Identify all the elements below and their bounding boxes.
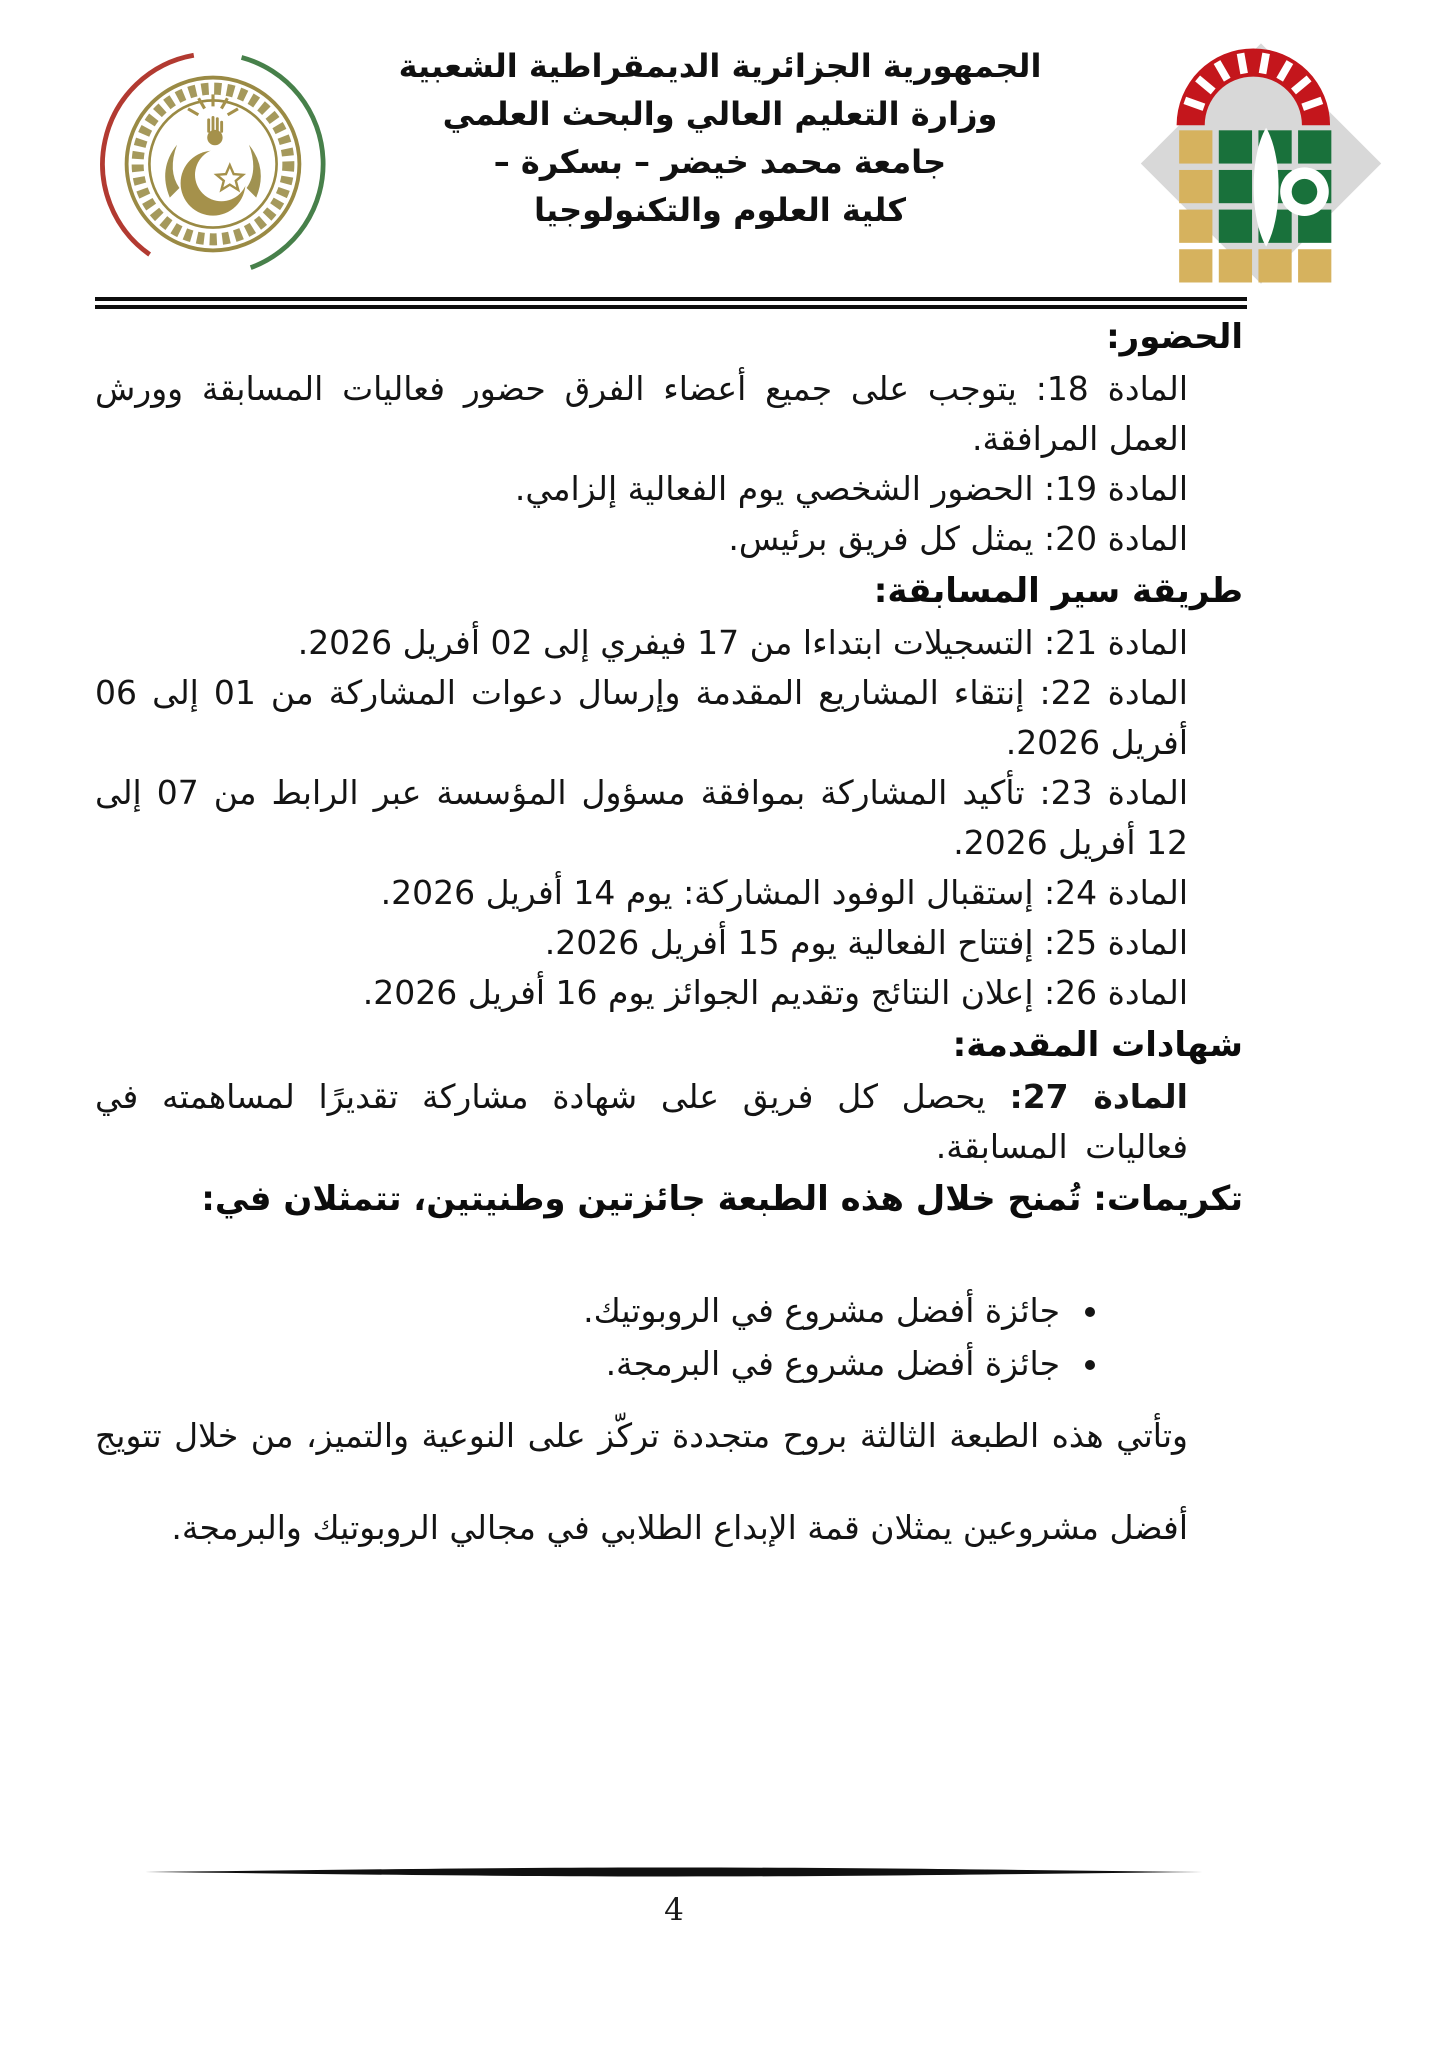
article-26: المادة 26: إعلان النتائج وتقديم الجوائز يوم 16 أفريل 2026. bbox=[362, 973, 1188, 1012]
footer-divider bbox=[143, 1866, 1205, 1878]
university-logo bbox=[1132, 28, 1390, 294]
header-divider bbox=[95, 297, 1247, 309]
article-21: المادة 21: التسجيلات ابتداءا من 17 فيفري إلى 02 أفريل 2026. bbox=[297, 623, 1188, 662]
article-27-text: يحصل كل فريق على شهادة مشاركة تقديرًا لمساهمته في فعاليات المسابقة. bbox=[95, 1077, 1188, 1166]
section-heading-honors: تكريمات: تُمنح خلال هذه الطبعة جائزتين وطنيتين، تتمثلان في: bbox=[201, 1179, 1243, 1219]
article-18: المادة 18: يتوجب على جميع أعضاء الفرق حضور فعاليات المسابقة وورش العمل المرافقة. bbox=[95, 369, 1188, 458]
document-header bbox=[300, 42, 1140, 234]
header-line-ministry: وزارة التعليم العالي والبحث العلمي bbox=[442, 95, 998, 133]
prize-robotics: • جائزة أفضل مشروع في الروبوتيك. bbox=[95, 1284, 1068, 1337]
section-heading-procedure: طريقة سير المسابقة: bbox=[873, 571, 1243, 611]
article-24: المادة 24: إستقبال الوفود المشاركة: يوم 14 أفريل 2026. bbox=[380, 873, 1188, 912]
header-line-faculty: كلية العلوم والتكنولوجيا bbox=[534, 191, 906, 229]
article-23: المادة 23: تأكيد المشاركة بموافقة مسؤول المؤسسة عبر الرابط من 07 إلى 12 أفريل 2026. bbox=[95, 773, 1188, 862]
prize-programming: • جائزة أفضل مشروع في البرمجة. bbox=[95, 1337, 1068, 1390]
header-line-university: جامعة محمد خيضر – بسكرة – bbox=[493, 143, 947, 181]
header-line-republic: الجمهورية الجزائرية الديمقراطية الشعبية bbox=[398, 47, 1042, 85]
article-27 bbox=[95, 1072, 1243, 1172]
article-22: المادة 22: إنتقاء المشاريع المقدمة وإرسال دعوات المشاركة من 01 إلى 06 أفريل 2026. bbox=[95, 673, 1188, 762]
section-heading-attendance: الحضور: bbox=[1106, 317, 1243, 357]
article-25: المادة 25: إفتتاح الفعالية يوم 15 أفريل 2026. bbox=[544, 923, 1188, 962]
article-19: المادة 19: الحضور الشخصي يوم الفعالية إلزامي. bbox=[514, 469, 1188, 508]
document-body bbox=[95, 310, 1243, 1574]
section-heading-certificates: شهادات المقدمة: bbox=[952, 1025, 1243, 1065]
prizes-list bbox=[95, 1284, 1243, 1390]
closing-paragraph: وتأتي هذه الطبعة الثالثة بروح متجددة تركّز على النوعية والتميز، من خلال تتويج أفضل مشروعين يمثلان قمة الإبداع الطلابي في مجالي الروبوتيك والبرمجة. bbox=[95, 1416, 1188, 1547]
article-27-label: المادة 27: bbox=[1009, 1077, 1188, 1116]
article-20: المادة 20: يمثل كل فريق برئيس. bbox=[728, 519, 1188, 558]
page-number: 4 bbox=[664, 1892, 684, 1928]
